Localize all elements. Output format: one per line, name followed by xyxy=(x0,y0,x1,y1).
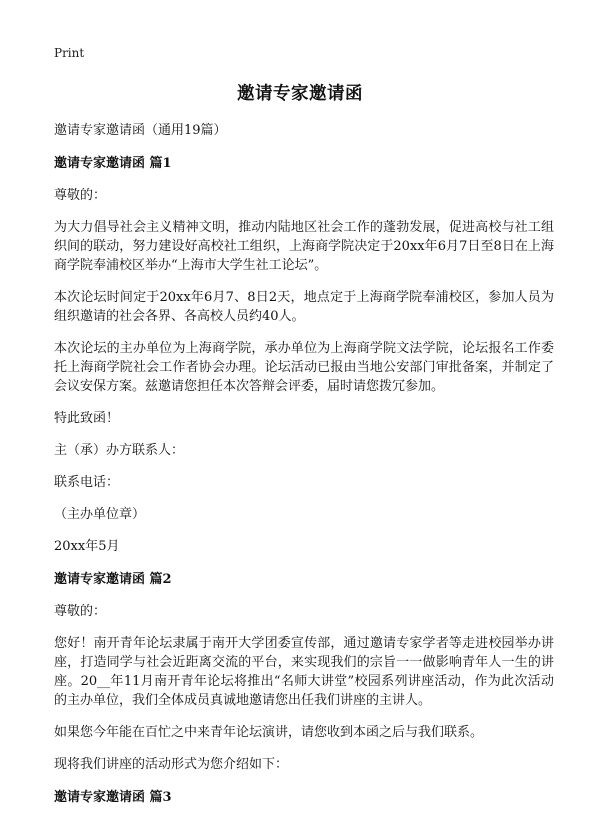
paragraph: 本次论坛的主办单位为上海商学院，承办单位为上海商学院文法学院，论坛报名工作委托上海商学院社会工作者协会办理。论坛活动已报由当地公安部门审批备案，并制定了会议安保方案。兹邀请您担任本次答辩会评委，届时请您拨冗参加。 xyxy=(54,341,554,394)
paragraph: 本次论坛时间定于20xx年6月7、8日2天，地点定于上海商学院奉浦校区，参加人员为组织邀请的社会各界、各高校人员约40人。 xyxy=(54,290,554,324)
section-heading: 邀请专家邀请函 篇3 xyxy=(54,790,172,805)
date-line: 20xx年5月 xyxy=(54,539,120,554)
salutation: 尊敬的： xyxy=(54,188,107,203)
document-title: 邀请专家邀请函 xyxy=(237,84,363,104)
contact-person-line: 主（承）办方联系人： xyxy=(54,443,185,458)
section-heading: 邀请专家邀请函 篇2 xyxy=(54,572,172,587)
document-subtitle: 邀请专家邀请函（通用19篇） xyxy=(54,123,227,138)
document-body xyxy=(54,121,554,820)
paragraph: 为大力倡导社会主义精神文明，推动内陆地区社会工作的蓬勃发展，促进高校与社工组织间的联动，努力建设好高校社工组织，上海商学院决定于20xx年6月7日至8日在上海商学院奉浦校区举办“上海市大学生社工论坛”。 xyxy=(54,220,554,273)
paragraph: 如果您今年能在百忙之中来青年论坛演讲，请您收到本函之后与我们联系。 xyxy=(54,725,484,740)
paragraph: 现将我们讲座的活动形式为您介绍如下： xyxy=(54,757,289,772)
seal-line: （主办单位章） xyxy=(54,507,146,522)
print-link[interactable]: Print xyxy=(54,46,85,60)
closing-line: 特此致函！ xyxy=(54,411,120,426)
salutation: 尊敬的： xyxy=(54,604,107,619)
contact-phone-line: 联系电话： xyxy=(54,475,120,490)
section-heading: 邀请专家邀请函 篇1 xyxy=(54,156,172,171)
paragraph: 您好！南开青年论坛隶属于南开大学团委宣传部，通过邀请专家学者等走进校园举办讲座，打造同学与社会近距离交流的平台，来实现我们的宗旨一一做影响青年人一生的讲座。20__年11月南开青年论坛将推出“名师大讲堂”校园系列讲座活动，作为此次活动的主办单位，我们全体成员真诚地邀请您出任我们讲座的主讲人。 xyxy=(54,636,554,708)
